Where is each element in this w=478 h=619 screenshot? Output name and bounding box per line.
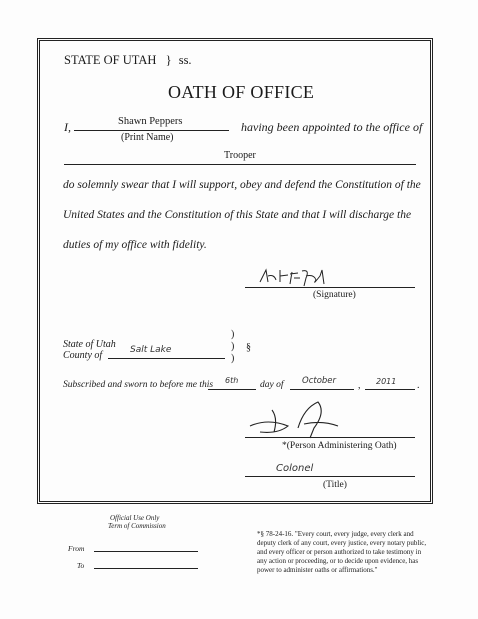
year-line bbox=[365, 389, 415, 390]
to-label: To bbox=[77, 561, 85, 570]
day-value: 6th bbox=[225, 376, 239, 385]
administrator-line bbox=[245, 437, 415, 438]
brace: } bbox=[165, 53, 172, 67]
month-line bbox=[290, 389, 354, 390]
office-value: Trooper bbox=[224, 150, 256, 161]
to-line bbox=[94, 568, 198, 569]
day-of-text: day of bbox=[260, 380, 284, 390]
appointed-text: having been appointed to the office of bbox=[241, 120, 423, 134]
from-label: From bbox=[68, 544, 85, 553]
oath-form-border bbox=[37, 38, 433, 504]
county-line bbox=[108, 358, 225, 359]
day-line bbox=[208, 389, 256, 390]
state-of-utah-label: State of Utah bbox=[63, 339, 116, 350]
from-line bbox=[94, 551, 198, 552]
county-label: County of bbox=[63, 350, 103, 361]
venue-paren-2: ) bbox=[231, 341, 235, 352]
date-comma: , bbox=[358, 380, 361, 391]
signature-mark bbox=[256, 266, 336, 288]
signature-line bbox=[245, 287, 415, 288]
footnote-line-5: power to administer oaths or affirmations." bbox=[257, 566, 378, 574]
term-of-commission-heading: Term of Commission bbox=[108, 522, 166, 530]
subscribed-text: Subscribed and sworn to before me this bbox=[63, 380, 214, 390]
venue-paren-1: ) bbox=[231, 329, 235, 340]
state-heading bbox=[64, 53, 192, 68]
month-value: October bbox=[302, 376, 337, 386]
administrator-label: *(Person Administering Oath) bbox=[282, 441, 397, 451]
date-period: . bbox=[417, 380, 420, 391]
county-value: Salt Lake bbox=[130, 345, 172, 355]
administrator-signature-mark bbox=[248, 398, 348, 442]
page-title: OATH OF OFFICE bbox=[168, 82, 315, 102]
pronoun-i: I, bbox=[64, 120, 71, 134]
print-name-value: Shawn Peppers bbox=[118, 116, 183, 127]
footnote-line-4: any action or proceeding, or to decide upon evidence, has bbox=[257, 557, 419, 565]
oath-line-3: duties of my office with fidelity. bbox=[63, 239, 207, 251]
section-symbol: § bbox=[246, 342, 251, 353]
state-label: STATE OF UTAH bbox=[64, 53, 157, 67]
print-name-line bbox=[74, 130, 229, 131]
print-name-label: (Print Name) bbox=[121, 132, 174, 143]
title-value: Colonel bbox=[276, 463, 314, 474]
official-use-heading: Official Use Only bbox=[110, 514, 160, 522]
oath-line-1: do solemnly swear that I will support, obey and defend the Constitution of the bbox=[63, 179, 421, 191]
signature-label: (Signature) bbox=[313, 290, 356, 300]
oath-line-2: United States and the Constitution of this State and that I will discharge the bbox=[63, 209, 412, 221]
ss-label: ss. bbox=[178, 53, 192, 67]
footnote-line-1: *§ 78-24-16. "Every court, every judge, every clerk and bbox=[257, 530, 414, 538]
year-value: 2011 bbox=[376, 377, 397, 386]
title-line bbox=[245, 476, 415, 477]
title-label: (Title) bbox=[323, 480, 347, 490]
office-line bbox=[64, 164, 416, 165]
footnote-line-2: deputy clerk of any court, every justice, every notary public, bbox=[257, 539, 427, 547]
venue-paren-3: ) bbox=[231, 353, 235, 364]
footnote-line-3: and every officer or person authorized to take testimony in bbox=[257, 548, 422, 556]
